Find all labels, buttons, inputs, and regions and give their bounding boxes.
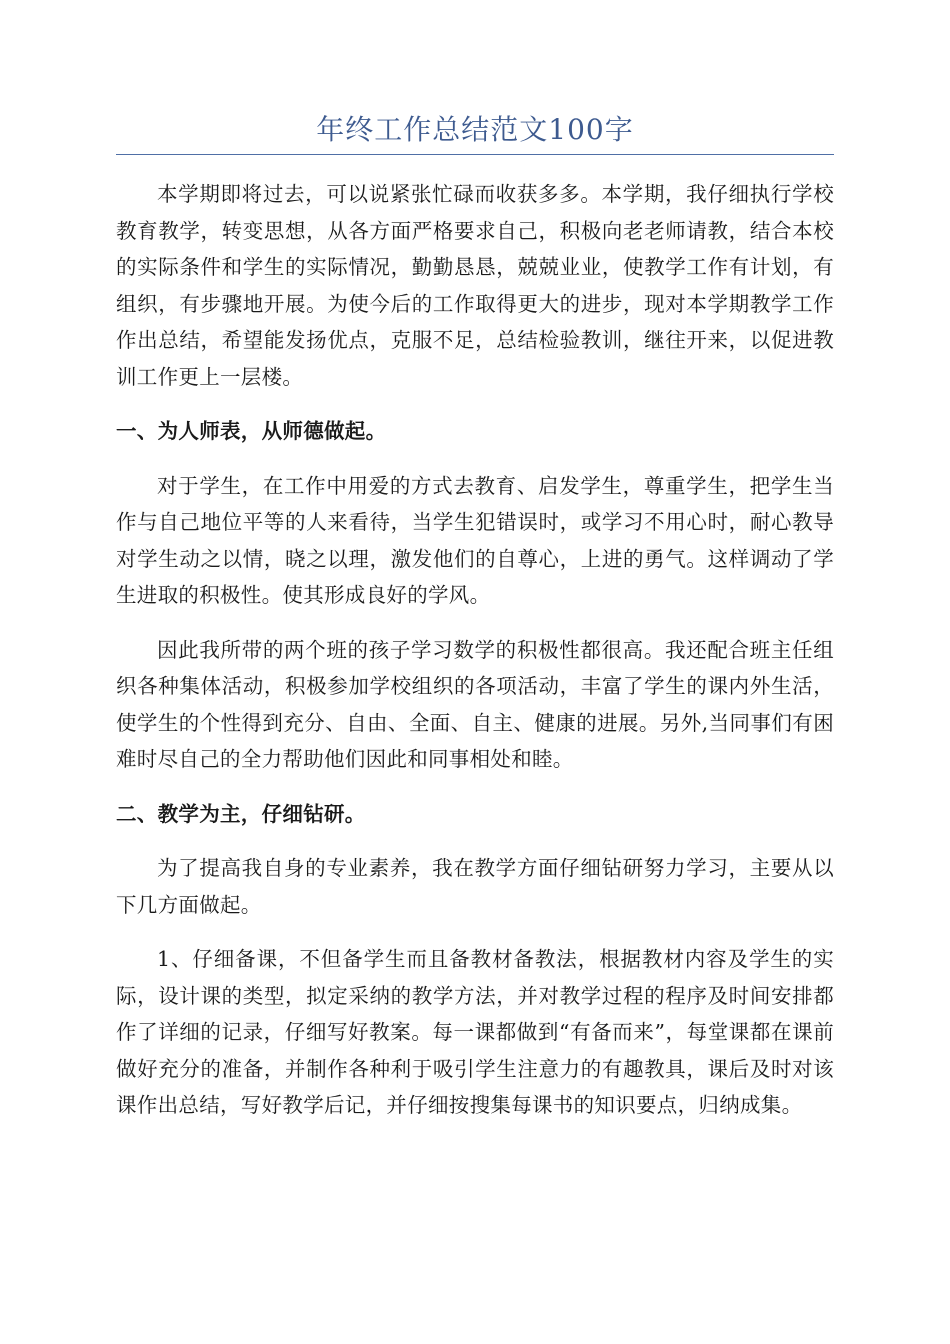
section-2-heading: 二、教学为主，仔细钻研。 [116,801,366,826]
section-1-heading: 一、为人师表，从师德做起。 [116,419,387,443]
document-title: 年终工作总结范文100字 [316,113,634,146]
section-1-paragraph-2: 因此我所带的两个班的孩子学习数学的积极性都很高。我还配合班主任组织各种集体活动，积极参加学校组织的各项活动，丰富了学生的课内外生活，使学生的个性得到充分、自由、全面、自主、健康的进展。另外,当同事们有困难时尽自己的全力帮助他们因此和同事相处和睦。 [116,637,834,771]
title-underline [116,154,834,155]
section-1-paragraph-1: 对于学生，在工作中用爱的方式去教育、启发学生，尊重学生，把学生当作与自己地位平等的人来看待，当学生犯错误时，或学习不用心时，耐心教导对学生动之以情，晓之以理，激发他们的自尊心，上进的勇气。这样调动了学生进取的积极性。使其形成良好的学风。 [116,473,834,607]
document-body [116,176,834,1142]
section-2-paragraph-2: 1、仔细备课，不但备学生而且备教材备教法，根据教材内容及学生的实际，设计课的类型，拟定采纳的教学方法，并对教学过程的程序及时间安排都作了详细的记录，仔细写好教案。每一课都做到“有备而来”，每堂课都在课前做好充分的准备，并制作各种利于吸引学生注意力的有趣教具，课后及时对该课作出总结，写好教学后记，并仔细按搜集每课书的知识要点，归纳成集。 [116,947,834,1117]
intro-paragraph: 本学期即将过去，可以说紧张忙碌而收获多多。本学期，我仔细执行学校教育教学，转变思想，从各方面严格要求自己，积极向老老师请教，结合本校的实际条件和学生的实际情况，勤勤恳恳，兢兢业业，使教学工作有计划，有组织，有步骤地开展。为使今后的工作取得更大的进步，现对本学期教学工作作出总结，希望能发扬优点，克服不足，总结检验教训，继往开来，以促进教训工作更上一层楼。 [116,182,834,389]
section-2-paragraph-1: 为了提高我自身的专业素养，我在教学方面仔细钻研努力学习，主要从以下几方面做起。 [116,856,834,917]
